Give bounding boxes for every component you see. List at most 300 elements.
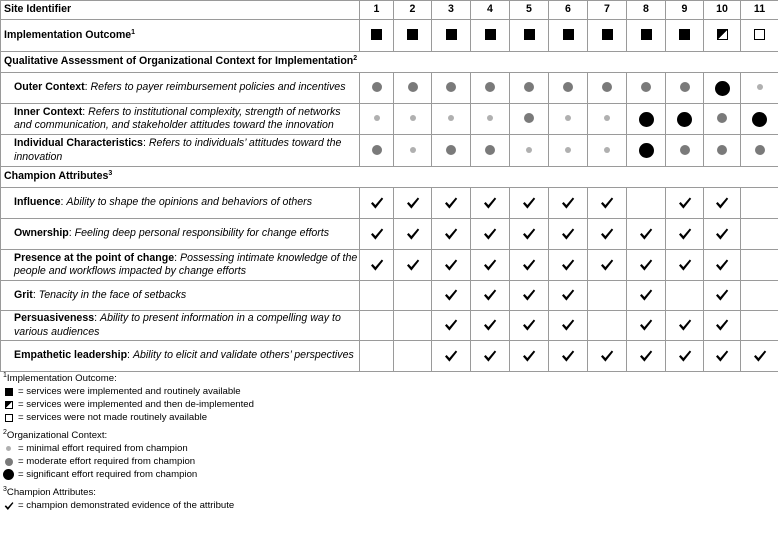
legend-context-title	[3, 429, 778, 442]
checkmark-icon	[715, 318, 729, 332]
medium-dot-icon	[524, 82, 534, 92]
checkmark-icon	[406, 227, 420, 241]
attribute-row-cell	[471, 341, 510, 372]
context-row-cell	[666, 135, 704, 167]
attribute-row-cell	[741, 250, 778, 281]
context-section-title	[1, 52, 778, 73]
site-number-header: 10	[704, 1, 741, 20]
legend-champion-title-text: Champion Attributes:	[6, 487, 96, 498]
attribute-row-cell	[666, 250, 704, 281]
attribute-row-cell	[704, 341, 741, 372]
site-identifier-header: Site Identifier	[1, 1, 360, 20]
outcome-label-text: Implementation Outcome	[4, 28, 132, 41]
filled-square-icon	[524, 29, 535, 40]
checkmark-icon	[483, 196, 497, 210]
checkmark-icon	[639, 318, 653, 332]
checkmark-icon	[639, 349, 653, 363]
context-row-cell	[432, 73, 471, 104]
context-row-cell	[432, 104, 471, 135]
checkmark-icon	[522, 288, 536, 302]
checkmark-icon	[678, 196, 692, 210]
attribute-row-cell	[549, 250, 588, 281]
attribute-row-cell	[549, 281, 588, 311]
attribute-name: Inner Context	[14, 105, 83, 118]
attribute-row-cell	[432, 250, 471, 281]
context-row-cell	[394, 135, 432, 167]
attribute-row-cell	[360, 281, 394, 311]
checkmark-icon	[370, 258, 384, 272]
medium-dot-icon	[408, 82, 418, 92]
champion-section-title	[1, 167, 778, 188]
attribute-row-cell	[741, 219, 778, 250]
attribute-row-label: Empathetic leadership: Ability to elicit and validate others’ perspectives	[1, 341, 360, 372]
large-dot-icon	[752, 112, 767, 127]
attribute-description: Ability to present information in a compelling way to various audiences	[14, 312, 341, 338]
attribute-description: Ability to shape the opinions and behaviors of others	[66, 196, 312, 209]
attribute-row-label: Grit: Tenacity in the face of setbacks	[1, 281, 360, 311]
attribute-row-cell	[666, 311, 704, 341]
checkmark-icon	[561, 258, 575, 272]
medium-dot-icon	[372, 82, 382, 92]
legend-outcome-item	[3, 411, 778, 424]
small-dot-icon	[604, 147, 610, 153]
small-dot-icon	[757, 84, 763, 90]
footnote-marker: 1	[131, 28, 136, 36]
filled-square-icon	[485, 29, 496, 40]
attribute-row-label: Ownership: Feeling deep personal responsibility for change efforts	[1, 219, 360, 250]
checkmark-icon	[600, 349, 614, 363]
checkmark-icon	[444, 196, 458, 210]
filled-square-icon	[407, 29, 418, 40]
context-row-cell	[704, 104, 741, 135]
outcome-cell	[394, 20, 432, 52]
attribute-row-cell	[549, 219, 588, 250]
outcome-cell	[666, 20, 704, 52]
attribute-row-cell	[360, 250, 394, 281]
site-number-header: 3	[432, 1, 471, 20]
medium-dot-icon	[717, 113, 727, 123]
attribute-name: Influence	[14, 196, 61, 209]
attribute-row-cell	[666, 281, 704, 311]
small-dot-icon	[604, 115, 610, 121]
attribute-row-cell	[471, 281, 510, 311]
context-row	[1, 73, 778, 104]
medium-dot-icon	[641, 82, 651, 92]
checkmark-icon	[715, 196, 729, 210]
attribute-row-cell	[471, 311, 510, 341]
medium-dot-icon	[680, 82, 690, 92]
attribute-row-cell	[588, 341, 627, 372]
outcome-cell	[432, 20, 471, 52]
checkmark-icon	[600, 227, 614, 241]
attribute-row-cell	[588, 219, 627, 250]
site-number-header: 7	[588, 1, 627, 20]
checkmark-icon	[600, 258, 614, 272]
context-row-cell	[741, 104, 778, 135]
checkmark-icon	[600, 196, 614, 210]
attribute-name: Outer Context	[14, 81, 85, 94]
checkmark-icon	[522, 227, 536, 241]
attribute-row-cell	[510, 250, 549, 281]
attribute-row-cell	[549, 311, 588, 341]
checkmark-icon	[444, 318, 458, 332]
site-number-header: 9	[666, 1, 704, 20]
legend	[0, 372, 778, 512]
attribute-row-cell	[394, 281, 432, 311]
context-row-cell	[666, 73, 704, 104]
attribute-row-cell	[394, 250, 432, 281]
empty-square-icon	[754, 29, 765, 40]
site-number-header: 1	[360, 1, 394, 20]
attribute-name: Individual Characteristics	[14, 137, 143, 149]
legend-context-item	[3, 442, 778, 455]
outcome-row	[1, 20, 778, 52]
attribute-row-cell	[394, 188, 432, 219]
context-row-cell	[394, 104, 432, 135]
attribute-row-cell	[510, 281, 549, 311]
checkmark-icon	[370, 227, 384, 241]
medium-dot-icon	[485, 82, 495, 92]
attribute-description: Refers to individuals’ attitudes toward the innovation	[14, 137, 342, 163]
checkmark-icon	[678, 349, 692, 363]
outcome-cell	[471, 20, 510, 52]
checkmark-icon	[406, 196, 420, 210]
medium-dot-icon	[524, 113, 534, 123]
legend-symbol	[3, 469, 14, 480]
legend-context-title-text: Organizational Context:	[6, 430, 108, 441]
checkmark-icon	[483, 318, 497, 332]
filled-square-icon	[679, 29, 690, 40]
context-row-cell	[471, 135, 510, 167]
small-dot-icon	[410, 115, 416, 121]
site-number-header: 8	[627, 1, 666, 20]
site-number-header: 11	[741, 1, 778, 20]
checkmark-icon	[639, 227, 653, 241]
half-filled-square-icon	[5, 401, 13, 409]
attribute-row-cell	[510, 188, 549, 219]
site-number-header: 2	[394, 1, 432, 20]
attribute-row-cell	[471, 250, 510, 281]
legend-text: = significant effort required from champion	[18, 469, 198, 480]
checkmark-icon	[678, 227, 692, 241]
checkmark-icon	[406, 258, 420, 272]
large-dot-icon	[715, 81, 730, 96]
attribute-row-cell	[704, 281, 741, 311]
legend-symbol	[3, 414, 14, 422]
footnote-marker: 3	[108, 170, 113, 178]
medium-dot-icon	[446, 145, 456, 155]
footnote-marker: 2	[353, 55, 358, 63]
large-dot-icon	[3, 469, 14, 480]
legend-champion-title	[3, 486, 778, 499]
attribute-description: Refers to institutional complexity, strength of networks and communication, and stakeholder attitudes toward the innovation	[14, 105, 341, 131]
checkmark-icon	[444, 258, 458, 272]
legend-text: = services were implemented and routinely available	[18, 386, 241, 397]
checkmark-icon	[444, 349, 458, 363]
table-body	[1, 1, 778, 372]
outcome-cell	[549, 20, 588, 52]
outcome-cell	[627, 20, 666, 52]
medium-dot-icon	[602, 82, 612, 92]
outcome-cell	[704, 20, 741, 52]
legend-context-item	[3, 468, 778, 481]
attribute-row-cell	[432, 341, 471, 372]
legend-champion-item	[3, 499, 778, 512]
context-row-cell	[510, 104, 549, 135]
attribute-row-cell	[360, 188, 394, 219]
attribute-row-cell	[432, 188, 471, 219]
attribute-row-cell	[360, 311, 394, 341]
attribute-name: Presence at the point of change	[14, 251, 175, 264]
attribute-name: Persuasiveness	[14, 312, 95, 324]
context-row	[1, 135, 778, 167]
attribute-row-cell	[741, 188, 778, 219]
legend-outcome-item	[3, 398, 778, 411]
attribute-row-cell	[510, 341, 549, 372]
attribute-name: Grit	[14, 288, 33, 301]
context-row-cell	[666, 104, 704, 135]
filled-square-icon	[602, 29, 613, 40]
context-row-cell	[510, 135, 549, 167]
attribute-row-cell	[360, 341, 394, 372]
attribute-row-cell	[549, 341, 588, 372]
checkmark-icon	[483, 227, 497, 241]
attribute-row	[1, 311, 778, 341]
checkmark-icon	[678, 258, 692, 272]
context-row-cell	[627, 73, 666, 104]
checkmark-icon	[715, 349, 729, 363]
filled-square-icon	[371, 29, 382, 40]
context-row-cell	[741, 135, 778, 167]
legend-text: = services were implemented and then de-implemented	[18, 399, 254, 410]
footnote-marker: 1	[3, 372, 7, 379]
empty-square-icon	[5, 414, 13, 422]
checkmark-icon	[753, 349, 767, 363]
legend-text: = champion demonstrated evidence of the attribute	[18, 500, 235, 511]
attribute-row	[1, 219, 778, 250]
attribute-row-cell	[741, 311, 778, 341]
filled-square-icon	[563, 29, 574, 40]
attribute-row-label: Persuasiveness: Ability to present information in a compelling way to various audiences	[1, 311, 360, 341]
context-row	[1, 104, 778, 135]
medium-dot-icon	[485, 145, 495, 155]
context-row-cell	[704, 73, 741, 104]
attribute-row-cell	[627, 311, 666, 341]
checkmark-icon	[522, 196, 536, 210]
outcome-cell	[588, 20, 627, 52]
attribute-row-cell	[394, 219, 432, 250]
legend-symbol	[3, 401, 14, 409]
attribute-row-cell	[741, 281, 778, 311]
attribute-description: Ability to elicit and validate others’ perspectives	[132, 349, 354, 362]
attribute-row-cell	[704, 188, 741, 219]
checkmark-icon	[715, 227, 729, 241]
context-row-cell	[360, 73, 394, 104]
filled-square-icon	[5, 388, 13, 396]
legend-symbol	[3, 446, 14, 451]
medium-dot-icon	[5, 458, 13, 466]
attribute-row-cell	[471, 188, 510, 219]
context-row-cell	[471, 104, 510, 135]
attribute-row-cell	[666, 188, 704, 219]
context-row-cell	[588, 135, 627, 167]
attribute-row-cell	[432, 219, 471, 250]
context-row-cell	[394, 73, 432, 104]
attribute-row-cell	[666, 341, 704, 372]
context-row-cell	[360, 135, 394, 167]
small-dot-icon	[6, 446, 11, 451]
outcome-cell	[510, 20, 549, 52]
checkmark-icon	[370, 196, 384, 210]
checkmark-icon	[4, 501, 14, 511]
attribute-row-cell	[432, 281, 471, 311]
context-row-cell	[360, 104, 394, 135]
checkmark-icon	[522, 349, 536, 363]
context-row-cell	[588, 73, 627, 104]
checkmark-icon	[715, 288, 729, 302]
checkmark-icon	[561, 288, 575, 302]
attribute-description: Feeling deep personal responsibility for change efforts	[74, 227, 330, 240]
filled-square-icon	[446, 29, 457, 40]
legend-outcome-item	[3, 385, 778, 398]
attribute-row	[1, 341, 778, 372]
legend-symbol	[3, 501, 14, 511]
context-row-label: Outer Context: Refers to payer reimbursement policies and incentives	[1, 73, 360, 104]
footnote-marker: 3	[3, 486, 7, 493]
medium-dot-icon	[446, 82, 456, 92]
attribute-row-cell	[627, 188, 666, 219]
site-number-header: 5	[510, 1, 549, 20]
medium-dot-icon	[717, 145, 727, 155]
attribute-description: Tenacity in the face of setbacks	[38, 288, 187, 301]
small-dot-icon	[565, 115, 571, 121]
checkmark-icon	[483, 288, 497, 302]
context-row-cell	[627, 104, 666, 135]
large-dot-icon	[677, 112, 692, 127]
context-row-cell	[549, 104, 588, 135]
large-dot-icon	[639, 112, 654, 127]
attribute-row	[1, 250, 778, 281]
context-row-label: Individual Characteristics: Refers to individuals’ attitudes toward the innovation	[1, 135, 360, 167]
attribute-description: Possessing intimate knowledge of the people and workflows impacted by change efforts	[14, 251, 358, 277]
context-row-cell	[741, 73, 778, 104]
legend-outcome-title-text: Implementation Outcome:	[6, 373, 117, 384]
checkmark-icon	[444, 288, 458, 302]
attribute-row-cell	[471, 219, 510, 250]
small-dot-icon	[374, 115, 380, 121]
attribute-row-cell	[627, 250, 666, 281]
small-dot-icon	[410, 147, 416, 153]
small-dot-icon	[448, 115, 454, 121]
medium-dot-icon	[680, 145, 690, 155]
outcome-cell	[360, 20, 394, 52]
checkmark-icon	[678, 318, 692, 332]
outcome-label	[1, 20, 360, 52]
section-title-text: Qualitative Assessment of Organizational Context for Implementation	[4, 55, 354, 68]
attribute-row-cell	[394, 311, 432, 341]
checkmark-icon	[639, 288, 653, 302]
checkmark-icon	[561, 349, 575, 363]
medium-dot-icon	[755, 145, 765, 155]
attribute-row	[1, 281, 778, 311]
legend-symbol	[3, 388, 14, 396]
attribute-row-cell	[588, 281, 627, 311]
context-row-cell	[432, 135, 471, 167]
checkmark-icon	[561, 227, 575, 241]
attribute-row	[1, 188, 778, 219]
champion-section	[1, 167, 778, 188]
checkmark-icon	[483, 349, 497, 363]
small-dot-icon	[565, 147, 571, 153]
legend-symbol	[3, 458, 14, 466]
context-row-cell	[588, 104, 627, 135]
attribute-row-cell	[704, 219, 741, 250]
attribute-row-cell	[588, 311, 627, 341]
checkmark-icon	[639, 258, 653, 272]
header-row	[1, 1, 778, 20]
large-dot-icon	[639, 143, 654, 158]
checkmark-icon	[483, 258, 497, 272]
attribute-row-cell	[588, 250, 627, 281]
site-number-header: 4	[471, 1, 510, 20]
attribute-row-cell	[627, 281, 666, 311]
attribute-name: Ownership	[14, 227, 69, 240]
context-row-cell	[549, 135, 588, 167]
attribute-row-cell	[588, 188, 627, 219]
attribute-row-cell	[510, 219, 549, 250]
checkmark-icon	[561, 196, 575, 210]
checkmark-icon	[522, 318, 536, 332]
context-row-label: Inner Context: Refers to institutional complexity, strength of networks and communication, and stakeholder attitudes toward the innovation	[1, 104, 360, 135]
checkmark-icon	[444, 227, 458, 241]
context-row-cell	[627, 135, 666, 167]
attribute-row-label: Presence at the point of change: Possessing intimate knowledge of the people and workflows impacted by change efforts	[1, 250, 360, 281]
attribute-row-cell	[704, 250, 741, 281]
attribute-row-cell	[741, 341, 778, 372]
legend-context-item	[3, 455, 778, 468]
attribute-row-cell	[432, 311, 471, 341]
half-filled-square-icon	[717, 29, 728, 40]
site-number-header: 6	[549, 1, 588, 20]
context-row-cell	[549, 73, 588, 104]
attribute-name: Empathetic leadership	[14, 349, 128, 362]
checkmark-icon	[561, 318, 575, 332]
attribute-description: Refers to payer reimbursement policies and incentives	[90, 81, 346, 94]
attribute-row-cell	[549, 188, 588, 219]
attribute-row-cell	[704, 311, 741, 341]
attribute-row-cell	[627, 341, 666, 372]
context-section	[1, 52, 778, 73]
attribute-row-cell	[394, 341, 432, 372]
legend-text: = services were not made routinely available	[18, 412, 208, 423]
context-row-cell	[510, 73, 549, 104]
context-row-cell	[704, 135, 741, 167]
section-title-text: Champion Attributes	[4, 170, 109, 183]
filled-square-icon	[641, 29, 652, 40]
attribute-row-cell	[627, 219, 666, 250]
small-dot-icon	[526, 147, 532, 153]
attribute-row-cell	[360, 219, 394, 250]
legend-text: = moderate effort required from champion	[18, 456, 196, 467]
attribute-row-cell	[666, 219, 704, 250]
small-dot-icon	[487, 115, 493, 121]
attribute-row-label: Influence: Ability to shape the opinions and behaviors of others	[1, 188, 360, 219]
medium-dot-icon	[563, 82, 573, 92]
context-row-cell	[471, 73, 510, 104]
checkmark-icon	[715, 258, 729, 272]
legend-outcome-title	[3, 372, 778, 385]
footnote-marker: 2	[3, 429, 7, 436]
